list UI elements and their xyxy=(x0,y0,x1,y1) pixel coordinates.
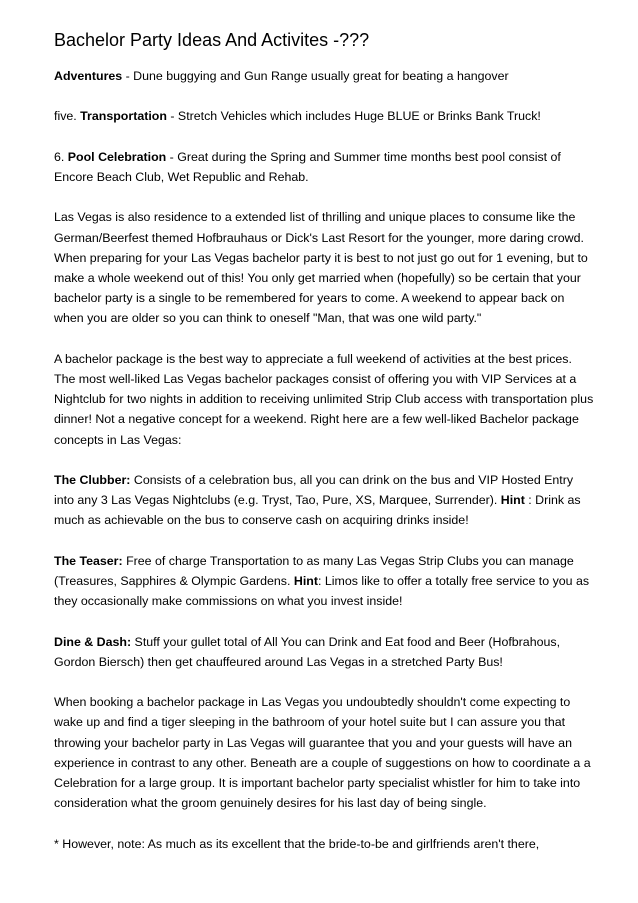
page-title: Bachelor Party Ideas And Activites -??? xyxy=(54,30,370,50)
paragraph-the-teaser xyxy=(54,551,594,612)
paragraph-pool-celebration xyxy=(54,147,594,187)
paragraph-dine-and-dash xyxy=(54,632,594,672)
bold-label: Pool Celebration xyxy=(67,149,167,164)
bold-label: Adventures xyxy=(54,69,123,83)
paragraph-text: - Great during the Spring and Summer time months best pool consist of Encore Beach Club, Wet Republic and Rehab. xyxy=(54,149,561,184)
paragraph-text: - Stretch Vehicles which includes Huge BLUE or Brinks Bank Truck! xyxy=(166,109,541,124)
paragraph-text: Free of charge Transportation to as many Las Vegas Strip Clubs you can manage (Treasures, Sapphires & Olympic Gardens. xyxy=(54,553,574,588)
list-number: five. xyxy=(54,109,81,124)
paragraph-booking: When booking a bachelor package in Las Vegas you undoubtedly shouldn't come expecting to wake up and find a tiger sleeping in the bathroom of your hotel suite but I can assure you that throwing your bachelor party in Las Vegas will guarantee that you and your guests will have an experience in contrast to any other. Beneath are a couple of suggestions on how to coordinate a a Celebration for a large group. It is important bachelor party specialist whistler for him to take into consideration what the groom genuinely desires for his last day of being single. xyxy=(54,695,591,811)
paragraph-text: Consists of a celebration bus, all you can drink on the bus and VIP Hosted Entry into any 3 Las Vegas Nightclubs (e.g. Tryst, Tao, Pure, XS, Marquee, Surrender). xyxy=(54,472,574,508)
paragraph-the-clubber xyxy=(54,470,594,531)
hint-label: Hint xyxy=(293,573,318,588)
paragraph-adventures xyxy=(54,66,594,86)
paragraph-transportation xyxy=(54,106,594,126)
paragraph-las-vegas: Las Vegas is also residence to a extended list of thrilling and unique places to consume like the German/Beerfest themed Hofbrauhaus or Dick's Last Resort for the younger, more daring crowd. When preparing for your Las Vegas bachelor party it is best to not just go out for 1 evening, but to make a whole weekend out of this! You only get married when (hopefully) so be certain that your bachelor party is a single to be remembered for years to come. A weekend to appear back on when you are older so you can think to oneself "Man, that was one wild party." xyxy=(54,210,588,326)
hint-label: Hint xyxy=(500,493,525,508)
bold-label: Dine & Dash: xyxy=(54,634,132,649)
paragraph-bachelor-package: A bachelor package is the best way to appreciate a full weekend of activities at the best prices. The most well-liked Las Vegas bachelor packages consist of offering you with VIP Services at a Nightclub for two nights in addition to receiving unlimited Strip Club access with transportation plus dinner! Not a negative concept for a weekend. Right here are a few well-liked Bachelor package concepts in Las Vegas: xyxy=(54,351,594,447)
list-number: 6. xyxy=(54,149,68,164)
bold-label: The Clubber: xyxy=(54,472,131,487)
bold-label: Transportation xyxy=(80,109,167,124)
paragraph-note: * However, note: As much as its excellent that the bride-to-be and girlfriends aren't there, xyxy=(54,836,540,851)
paragraph-text: : Drink as much as achievable on the bus to conserve cash on acquiring drinks inside! xyxy=(54,493,581,528)
bold-label: The Teaser: xyxy=(54,553,123,568)
paragraph-text: : Limos like to offer a totally free service to you as they occasionally make commissions on what you invest inside! xyxy=(54,573,590,609)
paragraph-text: Stuff your gullet total of All You can Drink and Eat food and Beer (Hofbrahous, Gordon Biersch) then get chauffeured around Las Vegas in a stretched Party Bus! xyxy=(54,634,561,669)
paragraph-text: - Dune buggying and Gun Range usually great for beating a hangover xyxy=(122,69,509,83)
document-body xyxy=(54,66,594,854)
